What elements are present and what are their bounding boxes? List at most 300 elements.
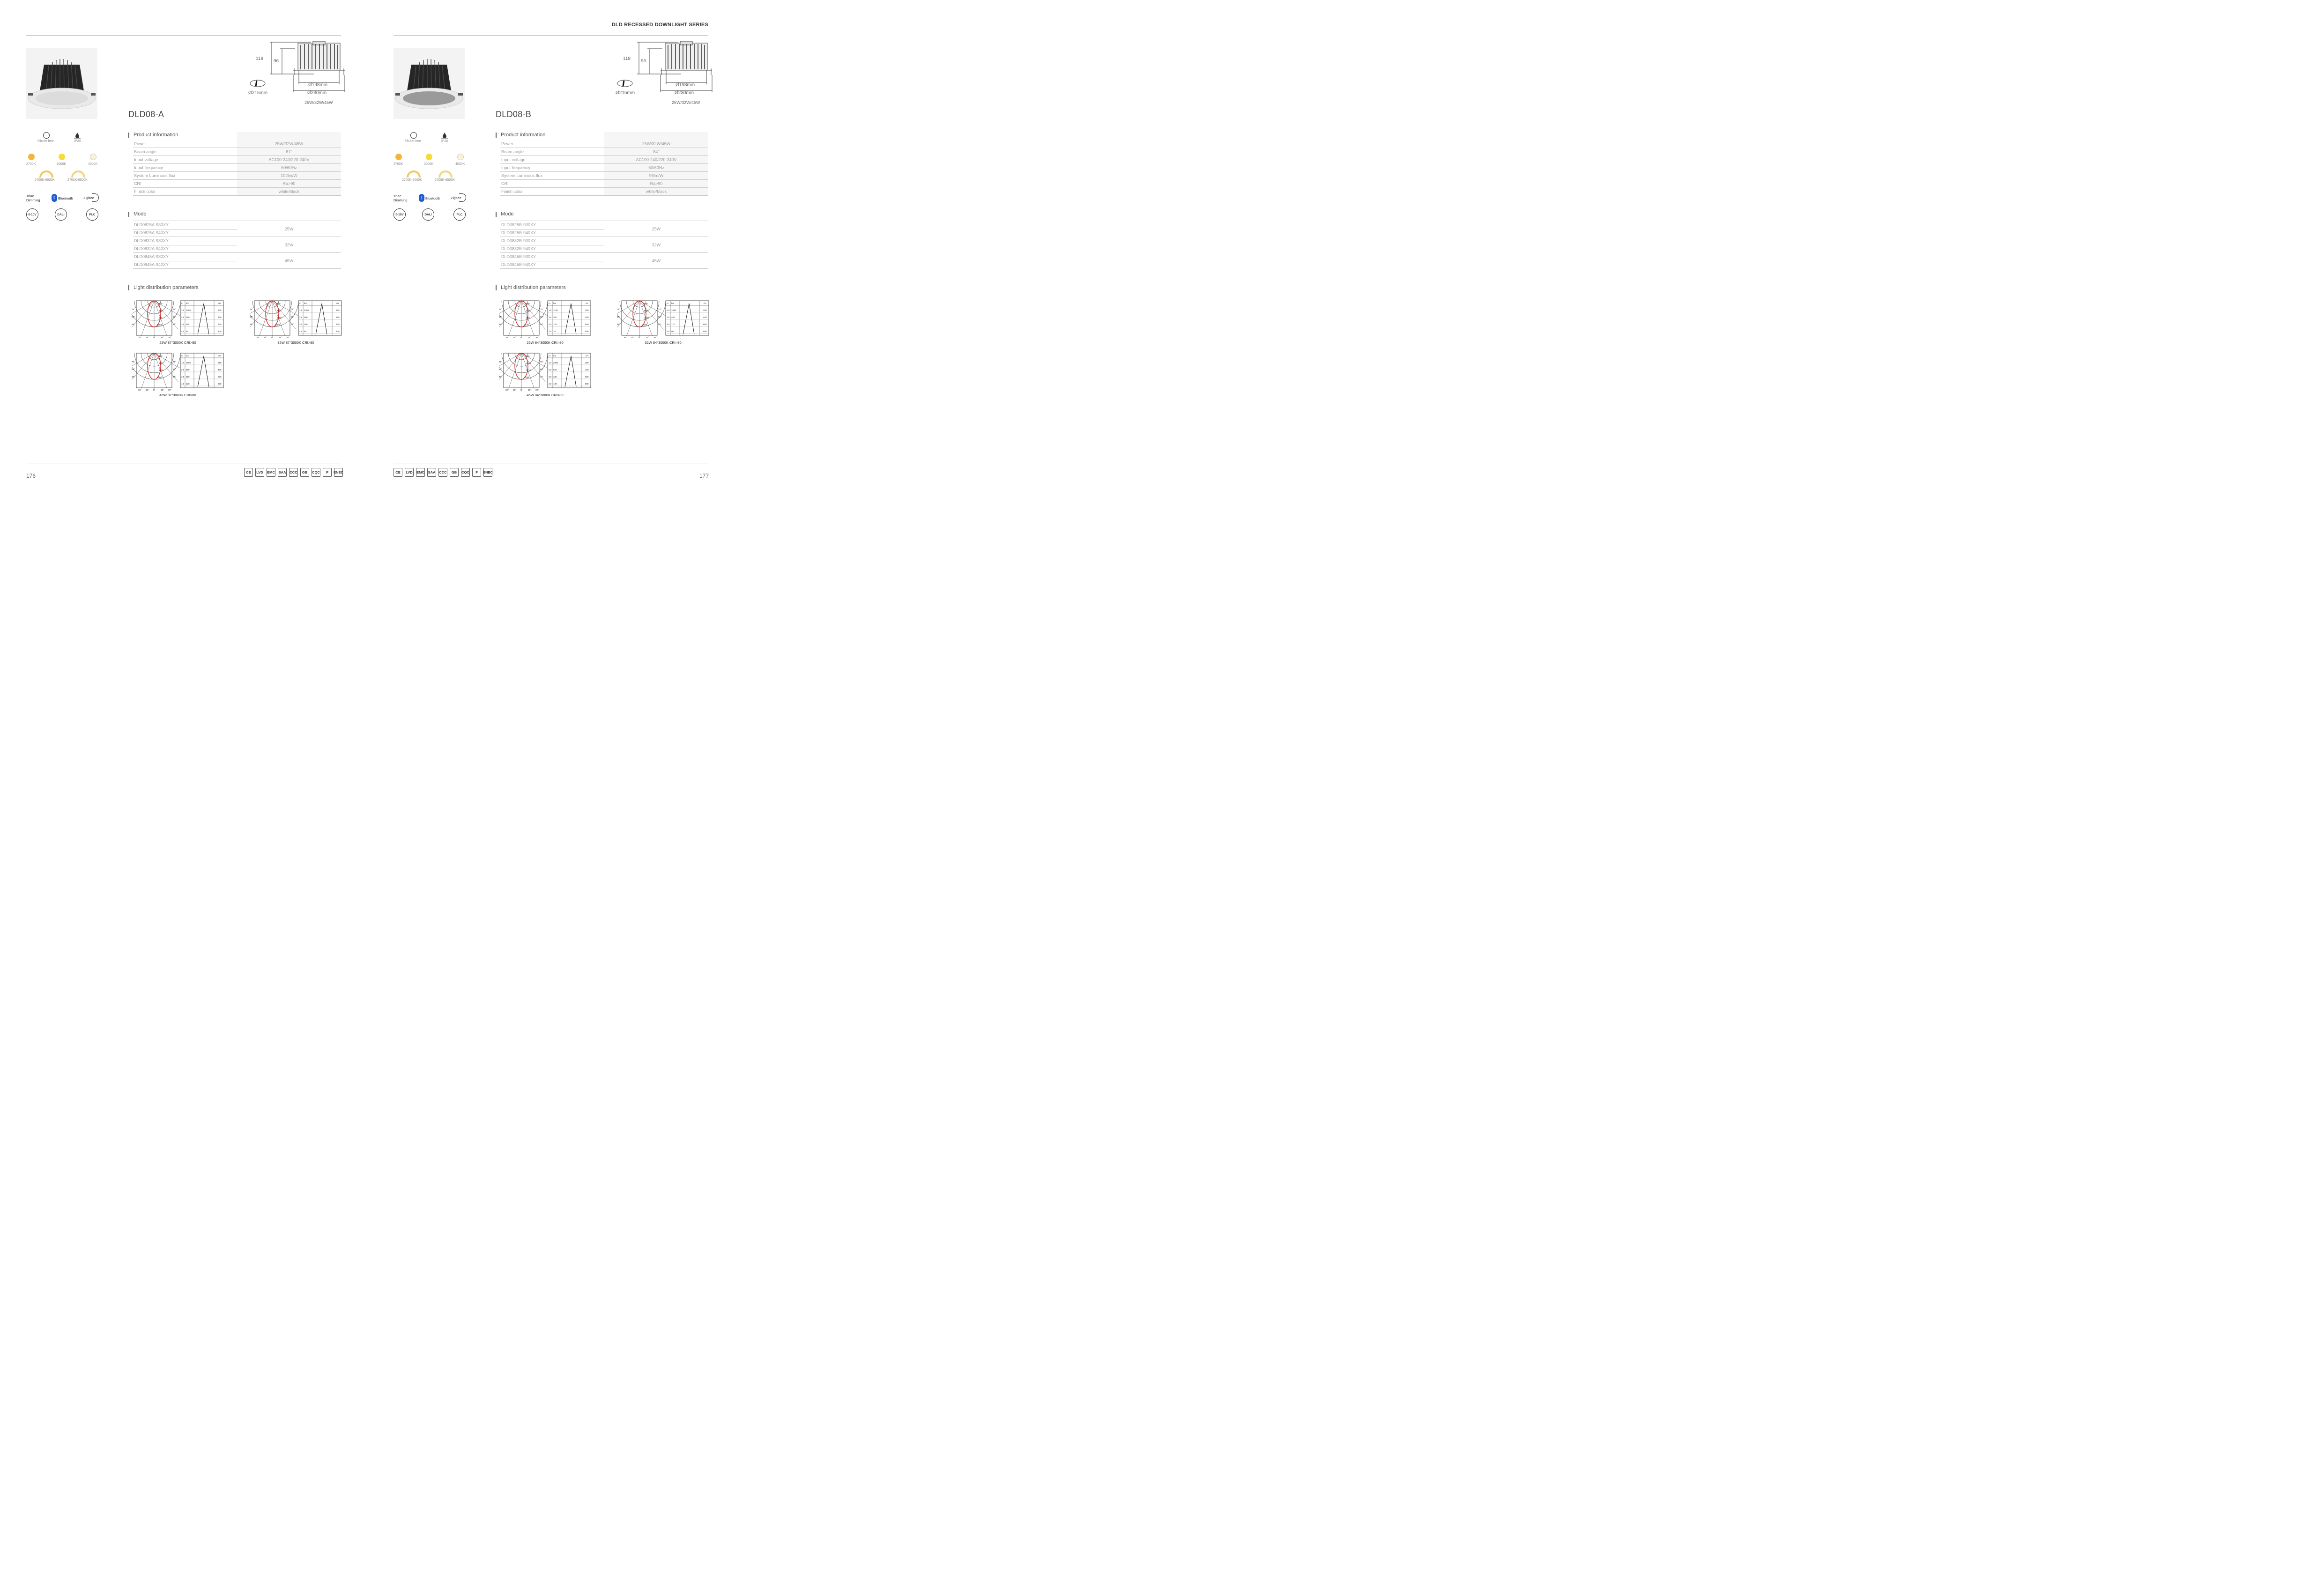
cm-value: 400 [703,316,707,318]
cm-value: 400 [585,369,589,371]
mode-power: 25W [284,227,294,231]
angle-label: 45° [499,376,502,378]
info-row [133,172,341,180]
lux-value: 120 [186,383,190,385]
certification-mark-icon: LVD [255,468,264,477]
light-distribution-chart [250,300,342,347]
angle-label: 60° [540,316,543,318]
polar-value: 1050 [157,324,162,326]
mode-code: DLD0825A-940XY [134,230,169,235]
page-right [394,0,760,498]
angle-label: 75° [291,308,294,311]
angle-label: 60° [499,368,502,370]
triac-dimming-label-2: Dimming [26,198,40,202]
dimension-drawing [248,40,347,106]
flicker-free-icon [43,132,50,139]
polar-value: 1590 [642,324,647,326]
cct-3000-swatch [59,154,65,160]
polar-value: 120 [159,310,163,312]
dimension-drawing [616,40,714,106]
lux-value: 480 [186,369,190,371]
lux-value: 1590 [671,309,676,311]
polar-value: 970 [159,362,163,364]
angle-label: 0° [520,389,523,391]
photo-lens [403,91,455,105]
axis-lux: lux [553,302,556,304]
section-title-mode: Mode [496,211,514,217]
info-value: Ra>90 [282,181,296,186]
cm-value: 200 [703,309,707,311]
page-left [26,0,393,498]
certification-mark-icon: EMC [416,468,425,477]
dim-height-total: 118 [256,56,263,61]
lux-value: 260 [186,316,190,318]
lux-value: 120 [553,323,557,326]
angle-label: 0° [153,336,156,339]
mode-power: 32W [284,243,294,247]
cct-2700-swatch [28,154,35,160]
angle-label: 15° [631,336,634,339]
mode-code: DLD0832A-940XY [134,246,169,251]
angle-label: 15° [513,336,516,339]
cct-3000-swatch [426,154,432,160]
info-key: System Luminous flux [501,173,543,178]
angle-label: 15° [161,389,164,391]
distance-value: 1.0 [549,309,552,311]
angle-label: 0° [153,389,156,391]
mode-group [133,237,341,253]
cm-value: 600 [585,323,589,326]
certification-mark-icon: CCC [289,468,298,477]
info-value: 25W/32W/45W [275,141,304,146]
distance-value: 3.0 [549,376,552,378]
lux-value: 400 [671,316,675,318]
cct-3000-label: 3000K [424,163,434,166]
angle-label: 45° [617,323,620,326]
info-value: 50/60Hz [648,165,664,170]
angle-label: 75° [617,308,620,311]
polar-value: 1140 [524,324,529,326]
info-key: Finish color [134,189,156,194]
polar-value: 520 [526,355,530,357]
distribution-caption: 32W 87°3000K CRI>80 [277,341,314,345]
info-value: 25W/32W/45W [642,141,671,146]
info-value: AC100-240/220-240V [268,157,310,162]
lux-value: 90 [304,330,307,333]
zigbee-icon [92,193,99,202]
mode-table [133,221,341,269]
bluetooth-label: Bluetooth [425,196,440,200]
dim-power-options: 25W/32W/45W [672,100,700,105]
feature-icons [26,130,101,224]
info-value: 87° [286,149,292,154]
angle-label: 30° [256,336,260,339]
cm-value: 800 [218,383,222,385]
dim-cutout: Ø215mm [616,90,635,96]
distance-value: 4.0 [181,383,185,385]
certification-mark-icon: CQC [312,468,320,477]
section-title-light: Light distribution parameters [496,285,566,290]
mode-code: DLD0825A-930XY [134,222,169,227]
angle-label: 15° [161,336,164,339]
info-row [500,172,708,180]
distance-value: 2.0 [181,369,185,371]
cct-2700-label: 2700K [394,163,403,166]
cct-4000-label: 4000K [455,163,465,166]
distance-value: 4.0 [181,330,185,333]
angle-label: 15° [146,389,149,391]
distribution-caption: 25W 84°3000K CRI>80 [527,341,564,345]
light-distribution-area [132,300,366,403]
angle-label: 15° [279,336,282,339]
distance-value: 2.0 [549,369,552,371]
angle-label: 75° [250,308,253,311]
cct-4000-swatch [90,154,97,160]
section-title-light: Light distribution parameters [128,285,199,290]
polar-value: 280 [526,303,530,305]
cm-value: 400 [218,369,222,371]
cm-value: 200 [218,309,222,311]
lux-value: 360 [304,316,308,318]
axis-cm: cm [586,355,588,357]
polar-value: 2100 [524,376,529,378]
dim-diameter-inner: Ø198mm [676,82,695,88]
ip-rating-label: IP20 [74,140,81,143]
info-value: white/black [278,189,300,194]
zigbee-label: Zigbee [83,196,94,200]
lux-value: 110 [186,323,190,326]
cct-4000-swatch [457,154,464,160]
distance-value: 2.0 [667,316,670,318]
info-key: Finish color [501,189,523,194]
cm-value: 600 [585,376,589,378]
mode-code: DLD0832B-930XY [501,238,536,243]
mode-code: DLD0845B-940XY [501,262,536,267]
polar-value: 1080 [277,317,282,319]
angle-label: 30° [624,336,627,339]
dim-0-10v-icon: 0-10V [26,208,38,221]
mode-group [500,253,708,269]
certification-mark-icon: EMC [267,468,275,477]
info-row [500,156,708,164]
angle-label: 60° [291,316,294,318]
info-key: Beam angle [501,149,524,154]
mode-code: DLD0845B-930XY [501,254,536,259]
angle-label: 45° [173,323,176,326]
zigbee-icon [459,193,466,202]
mode-code: DLD0825B-930XY [501,222,536,227]
section-title-info: Product information [496,132,545,138]
mode-group [133,221,341,237]
distance-value: 1.0 [181,362,185,364]
certification-mark-icon: CCC [438,468,447,477]
cm-value: 900 [336,330,340,333]
cm-value: 800 [585,383,589,385]
angle-label: 30° [505,389,509,391]
axis-cm: cm [218,302,221,304]
certification-mark-icon: GB [300,468,309,477]
angle-label: 15° [146,336,149,339]
mode-power: 45W [652,259,661,263]
distance-value: 4.0 [299,330,303,333]
axis-lux: lux [553,355,556,357]
angle-label: 60° [617,316,620,318]
angle-label: 75° [658,308,661,311]
product-info-table [500,140,708,196]
certification-mark-icon: F [472,468,481,477]
light-distribution-area [499,300,733,403]
angle-label: 60° [132,316,135,318]
mode-power: 25W [652,227,661,231]
angle-label: 75° [173,361,176,363]
angle-label: 15° [513,389,516,391]
feature-icons [394,130,468,224]
certification-mark-icon: SAA [427,468,436,477]
cct-2700-label: 2700K [26,163,36,166]
dim-height-body: 96 [274,59,279,64]
polar-value: 480 [159,355,163,357]
triac-dimming-label-1: Triac [26,194,34,198]
dim-power-options: 25W/32W/45W [304,100,333,105]
distance-value: 3.0 [299,323,303,326]
info-value: 50/60Hz [281,165,297,170]
angle-label: 30° [535,336,539,339]
product-photo [26,48,97,119]
info-row [133,180,341,188]
distribution-caption: 25W 87°3000K CRI>80 [159,341,196,345]
tunable-white-icon-1 [407,170,421,178]
axis-cm: cm [218,355,221,357]
angle-label: 75° [132,308,135,311]
lux-value: 170 [671,323,675,326]
distance-value: 4.0 [549,330,552,333]
distance-value: 4.0 [549,383,552,385]
info-value: 84° [653,149,660,154]
light-distribution-chart [499,300,591,347]
mode-table [500,221,708,269]
lux-value: 1050 [186,309,191,311]
dim-height-total: 118 [623,56,631,61]
angle-label: 60° [173,316,176,318]
lux-value: 1880 [186,362,191,364]
lux-value: 70 [553,330,556,333]
polar-value: 180 [159,317,163,319]
certification-mark-icon: CQC [461,468,470,477]
lux-value: 1140 [553,309,558,311]
angle-label: 75° [499,308,502,311]
cm-value: 200 [585,362,589,364]
model-name: DLD08-B [496,110,532,119]
angle-label: 75° [540,308,543,311]
polar-value: 240 [159,303,163,305]
cm-value: 800 [218,330,222,333]
tunable-white-label-1: 2700K-6000K [402,178,422,182]
lux-value: 1450 [304,309,309,311]
polar-value: 400 [644,303,648,305]
dim-height-body: 96 [641,59,646,64]
triac-dimming-label-1: Triac [394,194,401,198]
info-key: Input voltage [134,157,158,162]
dim-diameter-outer: Ø230mm [307,90,327,96]
dali-icon: DALI [55,208,67,221]
product-info-table [133,140,341,196]
mode-separator [133,229,237,230]
info-value: AC100-240/220-240V [636,157,677,162]
angle-label: 45° [173,376,176,378]
polar-value: 850 [526,317,530,319]
angle-label: 60° [132,368,135,370]
angle-label: 75° [540,361,543,363]
page-number-right: 177 [699,473,709,479]
lux-value: 280 [553,316,557,318]
mode-group [500,237,708,253]
mode-code: DLD0825B-940XY [501,230,536,235]
cm-value: 400 [218,316,222,318]
axis-m: m [549,302,550,304]
product-photo [394,48,465,119]
flicker-free-icon [410,132,417,139]
cutout-icon [250,80,265,87]
mode-power: 32W [652,243,661,247]
axis-lux: lux [304,302,307,304]
angle-label: 0° [639,336,641,339]
distance-value: 2.0 [299,316,303,318]
info-row [500,140,708,148]
cm-value: 200 [585,309,589,311]
cm-value: 600 [218,376,222,378]
angle-label: 45° [540,323,543,326]
angle-label: 75° [173,308,176,311]
distance-value: 4.0 [667,330,670,333]
angle-label: 45° [132,376,135,378]
info-key: Beam angle [134,149,157,154]
info-value: Ra>90 [650,181,663,186]
angle-label: 15° [528,389,531,391]
dim-diameter-outer: Ø230mm [675,90,694,96]
angle-label: 0° [520,336,523,339]
angle-label: 75° [132,361,135,363]
cct-4000-label: 4000K [88,163,98,166]
angle-label: 30° [138,389,141,391]
angle-label: 60° [499,316,502,318]
flicker-free-label: Flicker free [405,140,421,143]
polar-value: 570 [526,310,530,312]
angle-label: 45° [658,323,661,326]
photo-lens [36,91,88,105]
axis-m: m [667,302,668,304]
mode-code: DLD0845A-930XY [134,254,169,259]
polar-value: 360 [277,303,281,305]
polar-value: 1450 [275,324,280,326]
angle-label: 60° [658,316,661,318]
info-row [133,148,341,156]
polar-value: 1880 [157,376,162,378]
section-title-info: Product information [128,132,178,138]
info-key: Input voltage [501,157,526,162]
info-row [500,188,708,196]
axis-lux: lux [186,302,189,304]
cm-value: 600 [336,323,340,326]
info-row [133,140,341,148]
dim-diameter-inner: Ø198mm [308,82,328,88]
cm-value: 260 [218,362,222,364]
ip-rating-icon [74,132,81,139]
mode-group [500,221,708,237]
polar-value: 1450 [159,369,164,371]
lux-value: 90 [671,330,674,333]
info-row [133,188,341,196]
info-row [133,156,341,164]
model-name: DLD08-A [128,110,164,119]
distance-value: 2.0 [181,316,185,318]
mode-separator [500,229,604,230]
flicker-free-label: Flicker free [37,140,54,143]
tunable-white-label-2: 2700K-6500K [435,178,455,182]
cm-value: 400 [585,316,589,318]
polar-value: 1050 [526,362,531,364]
certification-mark-icon: GB [450,468,459,477]
info-value: 102lm/W [281,173,297,178]
distance-value: 2.0 [549,316,552,318]
angle-label: 0° [271,336,274,339]
angle-label: 15° [646,336,649,339]
distance-value: 1.0 [181,309,185,311]
polar-value: 800 [644,310,648,312]
cm-value: 200 [336,309,340,311]
distance-value: 3.0 [181,376,185,378]
plc-icon: PLC [453,208,466,221]
angle-label: 30° [286,336,290,339]
cct-2700-swatch [395,154,402,160]
axis-lux: lux [186,355,189,357]
distance-value: 1.0 [667,309,670,311]
lux-value: 520 [553,369,557,371]
axis-lux: lux [671,302,674,304]
light-distribution-chart [617,300,709,347]
info-key: CRI [134,181,141,186]
distance-value: 3.0 [667,323,670,326]
info-key: CRI [501,181,509,186]
cct-3000-label: 3000K [57,163,67,166]
info-value: 96lm/W [649,173,664,178]
mode-code: DLD0845A-940XY [134,262,169,267]
polar-value: 720 [277,310,281,312]
angle-label: 30° [505,336,509,339]
lux-value: 60 [186,330,189,333]
bluetooth-icon: ᛒ [419,194,424,202]
angle-label: 75° [499,361,502,363]
mode-power: 45W [284,259,294,263]
distribution-caption: 45W 87°3000K CRI>80 [159,393,196,397]
distance-value: 1.0 [549,362,552,364]
info-key: Power [501,141,513,146]
angle-label: 30° [535,389,539,391]
ip-rating-label: IP20 [441,140,448,143]
certification-mark-icon: F [323,468,332,477]
lux-value: 160 [304,323,308,326]
tunable-white-label-2: 2700K-6500K [67,178,88,182]
lux-value: 2090 [553,362,558,364]
polar-value: 1200 [644,317,649,319]
ip-rating-icon [441,132,448,139]
axis-cm: cm [336,302,339,304]
info-row [500,148,708,156]
angle-label: 30° [168,389,171,391]
certification-mark-icon: CE [244,468,253,477]
cm-value: 800 [703,330,707,333]
tunable-white-icon-2 [71,170,85,178]
dim-cutout: Ø215mm [248,90,268,96]
